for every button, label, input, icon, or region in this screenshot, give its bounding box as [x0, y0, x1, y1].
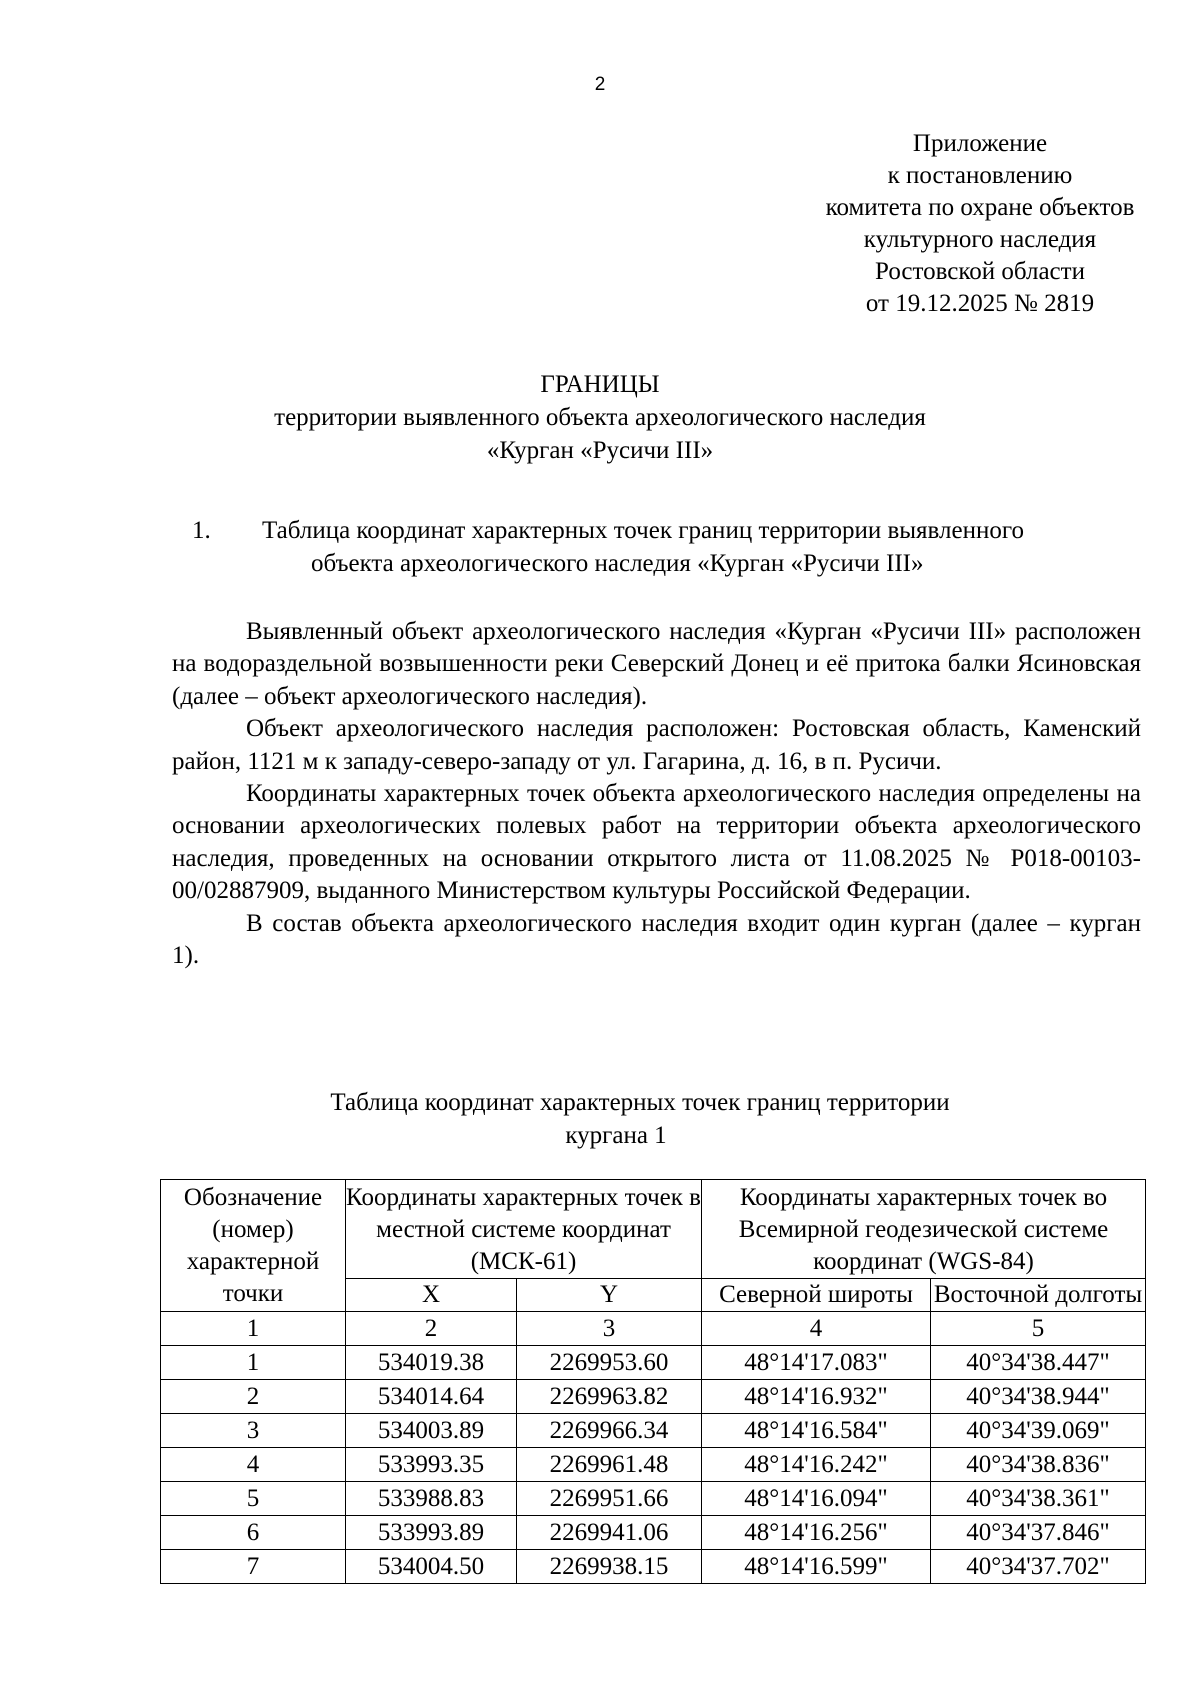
header-msk-group: Координаты характерных точек в местной системе координат (МСК-61) — [346, 1180, 702, 1279]
longitude-cell: 40°34'38.944" — [931, 1380, 1146, 1414]
body-text — [172, 616, 1141, 972]
heading-subtitle: территории выявленного объекта археологического наследия — [274, 404, 926, 431]
header-longitude: Восточной долготы — [931, 1279, 1146, 1312]
paragraph: Координаты характерных точек объекта археологического наследия определены на основании археологических полевых работ на территории объекта археологического наследия, проведенных на основании открытого листа от 11.08.2025 № Р018-00103-00/02887909, выданного Министерством культуры Российской Федерации. — [172, 780, 1141, 905]
longitude-cell: 40°34'38.361" — [931, 1482, 1146, 1516]
point-number-cell: 1 — [161, 1346, 346, 1380]
x-coordinate-cell: 534014.64 — [346, 1380, 517, 1414]
document-heading — [0, 368, 1200, 467]
point-number-cell: 4 — [161, 1448, 346, 1482]
point-number-cell: 5 — [161, 1482, 346, 1516]
y-coordinate-cell: 2269951.66 — [517, 1482, 702, 1516]
section-number: 1. — [192, 517, 211, 544]
table-caption — [0, 1086, 1200, 1152]
latitude-cell: 48°14'16.242" — [702, 1448, 931, 1482]
latitude-cell: 48°14'16.094" — [702, 1482, 931, 1516]
y-coordinate-cell: 2269953.60 — [517, 1346, 702, 1380]
column-number: 1 — [161, 1312, 346, 1346]
latitude-cell: 48°14'16.584" — [702, 1414, 931, 1448]
table-row — [161, 1414, 1146, 1448]
header-x: X — [346, 1279, 517, 1312]
latitude-cell: 48°14'16.256" — [702, 1516, 931, 1550]
y-coordinate-cell: 2269941.06 — [517, 1516, 702, 1550]
point-number-cell: 2 — [161, 1380, 346, 1414]
latitude-cell: 48°14'17.083" — [702, 1346, 931, 1380]
appendix-line: к постановлению — [887, 162, 1073, 189]
longitude-cell: 40°34'39.069" — [931, 1414, 1146, 1448]
header-y: Y — [517, 1279, 702, 1312]
appendix-block — [760, 128, 1200, 320]
column-number: 2 — [346, 1312, 517, 1346]
point-number-cell: 7 — [161, 1550, 346, 1584]
longitude-cell: 40°34'38.447" — [931, 1346, 1146, 1380]
heading-title: ГРАНИЦЫ — [540, 371, 660, 398]
paragraph: Выявленный объект археологического наследия «Курган «Русичи III» расположен на водораздельной возвышенности реки Северский Донец и её притока балки Ясиновская (далее – объект археологического наследия). — [172, 618, 1141, 710]
column-number: 3 — [517, 1312, 702, 1346]
x-coordinate-cell: 533988.83 — [346, 1482, 517, 1516]
longitude-cell: 40°34'38.836" — [931, 1448, 1146, 1482]
appendix-line: Приложение — [912, 130, 1048, 157]
latitude-cell: 48°14'16.599" — [702, 1550, 931, 1584]
table-row — [161, 1380, 1146, 1414]
latitude-cell: 48°14'16.932" — [702, 1380, 931, 1414]
section-title-line2: объекта археологического наследия «Курган «Русичи III» — [311, 550, 924, 577]
y-coordinate-cell: 2269966.34 — [517, 1414, 702, 1448]
appendix-line: комитета по охране объектов — [825, 194, 1135, 221]
x-coordinate-cell: 533993.35 — [346, 1448, 517, 1482]
x-coordinate-cell: 534004.50 — [346, 1550, 517, 1584]
longitude-cell: 40°34'37.702" — [931, 1550, 1146, 1584]
table-row — [161, 1550, 1146, 1584]
appendix-line: культурного наследия — [863, 226, 1097, 253]
y-coordinate-cell: 2269961.48 — [517, 1448, 702, 1482]
column-number: 4 — [702, 1312, 931, 1346]
header-point-number: Обозначение (номер) характерной точки — [161, 1180, 346, 1312]
table-row — [161, 1516, 1146, 1550]
point-number-cell: 3 — [161, 1414, 346, 1448]
appendix-date-line: от 19.12.2025 № 2819 — [865, 290, 1095, 317]
section-title-line1: Таблица координат характерных точек границ территории выявленного — [262, 517, 1024, 544]
paragraph: Объект археологического наследия расположен: Ростовская область, Каменский район, 1121 м к западу-северо-западу от ул. Гагарина, д. 16, в п. Русичи. — [172, 715, 1141, 775]
table-caption-line2: кургана 1 — [565, 1122, 667, 1149]
header-latitude: Северной широты — [702, 1279, 931, 1312]
table-row — [161, 1346, 1146, 1380]
y-coordinate-cell: 2269963.82 — [517, 1380, 702, 1414]
longitude-cell: 40°34'37.846" — [931, 1516, 1146, 1550]
point-number-cell: 6 — [161, 1516, 346, 1550]
x-coordinate-cell: 534019.38 — [346, 1346, 517, 1380]
x-coordinate-cell: 534003.89 — [346, 1414, 517, 1448]
paragraph: В состав объекта археологического наследия входит один курган (далее – курган 1). — [172, 909, 1141, 970]
table-caption-line1: Таблица координат характерных точек границ территории — [330, 1089, 950, 1116]
table-row — [161, 1482, 1146, 1516]
heading-object-name: «Курган «Русичи III» — [486, 437, 714, 464]
column-number: 5 — [931, 1312, 1146, 1346]
appendix-line: Ростовской области — [875, 258, 1085, 285]
x-coordinate-cell: 533993.89 — [346, 1516, 517, 1550]
page-number: 2 — [594, 74, 606, 95]
column-number-row — [161, 1312, 1146, 1346]
coordinates-table — [160, 1179, 1146, 1584]
y-coordinate-cell: 2269938.15 — [517, 1550, 702, 1584]
header-wgs-group: Координаты характерных точек во Всемирной геодезической системе координат (WGS-84) — [702, 1180, 1146, 1279]
table-row — [161, 1448, 1146, 1482]
